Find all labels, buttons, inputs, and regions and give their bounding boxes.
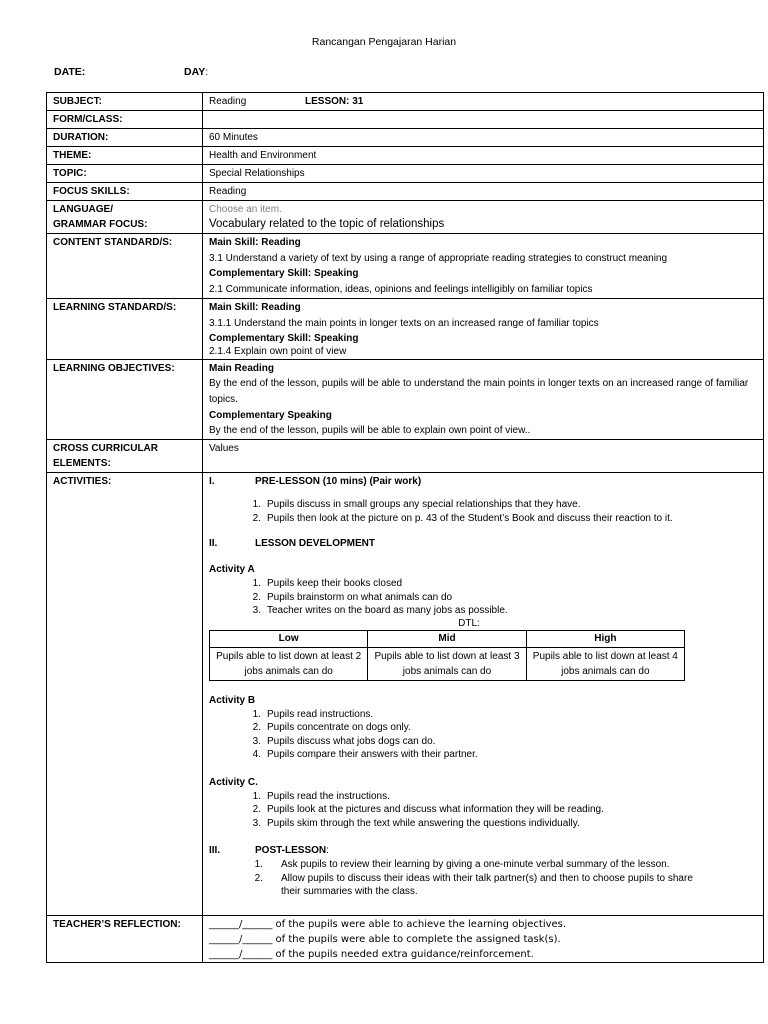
learning-main-head: Main Skill: Reading <box>209 302 301 313</box>
list-item: 2. Pupils then look at the picture on p. 43 of the Student’s Book and discuss their reaction to it. <box>252 512 673 524</box>
activity-a-heading: Activity A <box>209 564 255 575</box>
content-comp-text: 2.1 Communicate information, ideas, opinions and feelings intelligibly on familiar topics <box>209 284 593 295</box>
duration-value: 60 Minutes <box>203 129 764 147</box>
form-class-value <box>203 111 764 129</box>
topic-label: TOPIC: <box>47 165 203 183</box>
activity-c-heading: Activity C. <box>209 776 258 788</box>
reflection-label: TEACHER’S REFLECTION: <box>47 915 203 962</box>
activities-cell <box>203 473 764 916</box>
post-lesson-heading: III. POST-LESSON : <box>209 845 329 856</box>
list-item: 2. Allow pupils to discuss their ideas with their talk partner(s) and then to choose pupils to share their summaries with the class. <box>254 872 693 897</box>
learning-objectives-label: LEARNING OBJECTIVES: <box>47 360 203 440</box>
content-standard-label: CONTENT STANDARD/S: <box>47 234 203 299</box>
date-label: DATE: <box>54 66 86 78</box>
row-focus-skills <box>47 183 764 201</box>
language-label <box>47 201 203 234</box>
dtl-cell-mid: Pupils able to list down at least 3 jobs animals can do <box>368 647 526 680</box>
language-cell <box>203 201 764 234</box>
list-item: 4. Pupils compare their answers with their partner. <box>252 749 478 760</box>
day-colon: : <box>205 66 209 78</box>
subject-value: Reading <box>209 96 247 107</box>
reflection-line-2: ______/______ of the pupils were able to complete the assigned task(s). <box>209 933 561 945</box>
lesson-number: LESSON: 31 <box>305 96 364 107</box>
row-duration <box>47 129 764 147</box>
content-main-text: 3.1 Understand a variety of text by using a range of appropriate reading strategies to construct meaning <box>209 253 668 264</box>
list-item: 2. Pupils brainstorm on what animals can do <box>252 591 453 603</box>
list-item: 1. Ask pupils to review their learning by giving a one-minute verbal summary of the lesson. <box>254 859 670 870</box>
activity-c-list <box>209 790 757 831</box>
learning-comp-head: Complementary Skill: Speaking <box>209 333 359 344</box>
lesson-development-heading <box>209 536 757 551</box>
form-class-label: FORM/CLASS: <box>47 111 203 129</box>
learning-standard-label: LEARNING STANDARD/S: <box>47 299 203 360</box>
duration-label: DURATION: <box>47 129 203 147</box>
row-language <box>47 201 764 234</box>
row-form-class <box>47 111 764 129</box>
list-item: 1. Pupils discuss in small groups any special relationships that they have. <box>252 499 581 510</box>
cross-label-line2: ELEMENTS: <box>53 458 111 469</box>
list-item: 2. Pupils concentrate on dogs only. <box>252 722 411 733</box>
dtl-cell-low: Pupils able to list down at least 2 jobs animals can do <box>210 647 368 680</box>
day-label-text: DAY <box>184 66 206 78</box>
cross-curricular-label <box>47 440 203 473</box>
content-comp-head: Complementary Skill: Speaking <box>209 268 359 279</box>
pre-lesson-heading <box>209 474 757 489</box>
dtl-table <box>209 630 685 681</box>
reflection-line-1: ______/______ of the pupils were able to achieve the learning objectives. <box>209 918 567 930</box>
theme-value: Health and Environment <box>203 147 764 165</box>
focus-skills-value: Reading <box>203 183 764 201</box>
dtl-header-mid: Mid <box>368 630 526 647</box>
objectives-comp-head: Complementary Speaking <box>209 410 332 421</box>
activities-label: ACTIVITIES: <box>47 473 203 916</box>
post-lesson-list <box>209 858 709 899</box>
content-standard-cell <box>203 234 764 299</box>
page-title: Rancangan Pengajaran Harian <box>311 36 457 48</box>
post-lesson-title: POST-LESSON <box>255 845 327 856</box>
focus-skills-label: FOCUS SKILLS: <box>47 183 203 201</box>
reflection-cell <box>203 915 764 962</box>
language-label-line2: GRAMMAR FOCUS: <box>53 219 148 230</box>
pre-lesson-title: PRE-LESSON (10 mins) (Pair work) <box>255 476 422 487</box>
day-label <box>184 66 208 78</box>
cross-label-line1: CROSS CURRICULAR <box>53 443 158 454</box>
row-cross-curricular <box>47 440 764 473</box>
activity-b-list <box>209 708 757 762</box>
row-activities <box>47 473 764 916</box>
lesson-plan-table <box>46 92 764 963</box>
dtl-cell-high: Pupils able to list down at least 4 jobs animals can do <box>526 647 684 680</box>
row-learning-standard <box>47 299 764 360</box>
dtl-label: DTL: <box>458 617 480 629</box>
pre-lesson-list <box>209 498 757 525</box>
row-content-standard <box>47 234 764 299</box>
lesson-development-num: II. <box>209 538 218 549</box>
learning-objectives-cell <box>203 360 764 440</box>
row-reflection <box>47 915 764 962</box>
learning-main-text: 3.1.1 Understand the main points in longer texts on an increased range of familiar topics <box>209 318 599 329</box>
row-subject <box>47 93 764 111</box>
reflection-line-3: ______/______ of the pupils needed extra guidance/reinforcement. <box>209 948 534 960</box>
learning-standard-cell <box>203 299 764 360</box>
theme-label: THEME: <box>47 147 203 165</box>
list-item: 2. Pupils look at the pictures and discuss what information they will be reading. <box>252 804 604 815</box>
content-main-head: Main Skill: Reading <box>209 237 301 248</box>
cross-curricular-value: Values <box>203 440 764 473</box>
list-item: 1. Pupils read instructions. <box>252 708 374 720</box>
list-item: 3. Teacher writes on the board as many jobs as possible. <box>252 605 508 616</box>
post-lesson-num: III. <box>209 845 221 856</box>
dtl-header-low: Low <box>210 630 368 647</box>
activity-a-list <box>209 577 757 618</box>
language-label-line1: LANGUAGE/ <box>53 204 113 215</box>
subject-cell <box>203 93 764 111</box>
learning-comp-text: 2.1.4 Explain own point of view <box>209 346 347 357</box>
row-topic <box>47 165 764 183</box>
objectives-comp-text: By the end of the lesson, pupils will be able to explain own point of view.. <box>209 425 531 436</box>
dtl-header-high: High <box>526 630 684 647</box>
objectives-main-text: By the end of the lesson, pupils will be able to understand the main points in longer texts on an increased range of familiar topics. <box>209 378 749 405</box>
list-item: 1. Pupils read the instructions. <box>252 790 390 802</box>
row-learning-objectives <box>47 360 764 440</box>
list-item: 1. Pupils keep their books closed <box>252 578 403 589</box>
pre-lesson-num: I. <box>209 476 215 487</box>
activity-b-heading: Activity B <box>209 694 256 706</box>
subject-label: SUBJECT: <box>47 93 203 111</box>
list-item: 3. Pupils skim through the text while answering the questions individually. <box>252 817 580 829</box>
topic-value: Special Relationships <box>203 165 764 183</box>
objectives-main-head: Main Reading <box>209 363 275 374</box>
language-value: Vocabulary related to the topic of relationships <box>209 218 445 230</box>
list-item: 3. Pupils discuss what jobs dogs can do. <box>252 735 436 747</box>
row-theme <box>47 147 764 165</box>
choose-item-dropdown[interactable]: Choose an item. <box>209 204 282 215</box>
lesson-development-title: LESSON DEVELOPMENT <box>255 538 376 549</box>
